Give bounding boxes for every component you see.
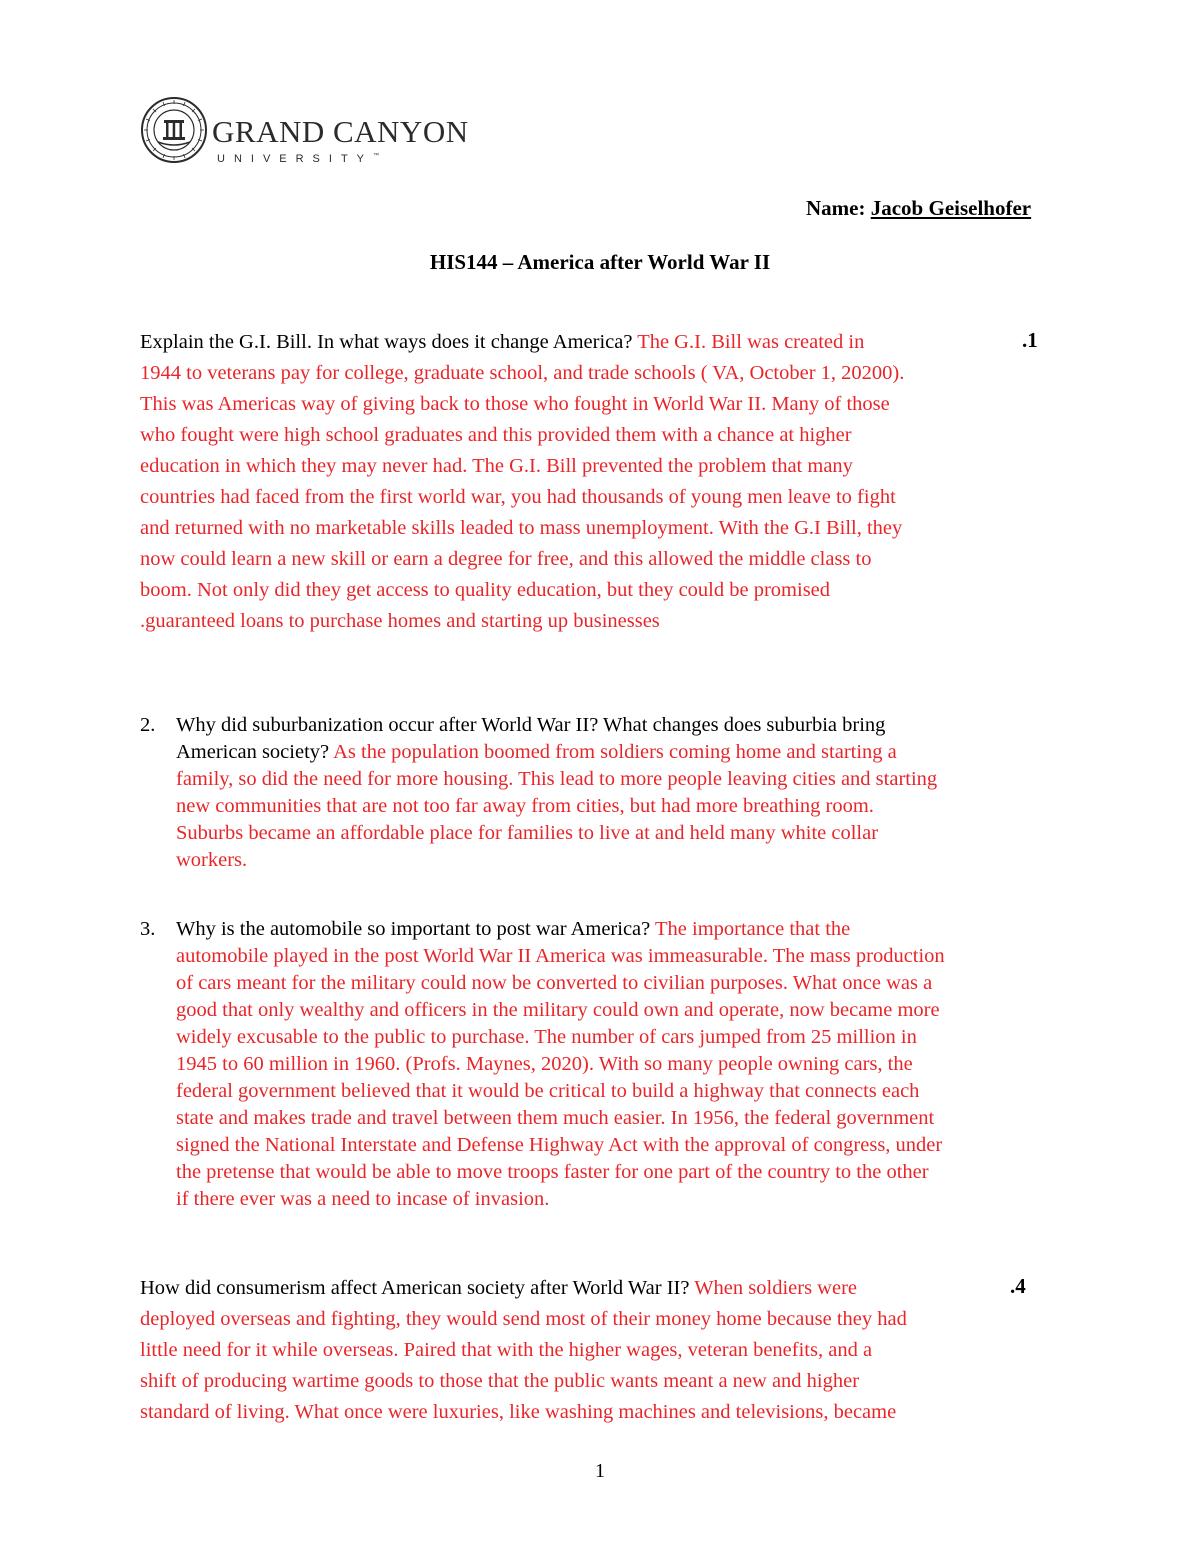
answer-3-body (176, 943, 945, 1213)
answer-4-line: standard of living. What once were luxuries, like washing machines and televisions, became (140, 1401, 897, 1423)
answer-2-body (176, 766, 937, 874)
answer-3-line: of cars meant for the military could now be converted to civilian purposes. What once was a (176, 972, 933, 994)
question-3-body (176, 916, 945, 1213)
university-logo (140, 96, 469, 172)
answer-2-line: family, so did the need for more housing. This lead to more people leaving cities and starting (176, 768, 938, 790)
answer-4-line: little need for it while overseas. Paired that with the higher wages, veteran benefits, and a (140, 1339, 873, 1361)
trademark-mark: ™ (373, 153, 380, 159)
question-2-number: 2. (140, 714, 156, 736)
answer-4-line: shift of producing wartime goods to those that the public wants meant a new and higher (140, 1370, 860, 1392)
question-2-body (176, 712, 937, 874)
question-1-first-line (140, 327, 1040, 358)
question-3-text: Why is the automobile so important to post war America? (176, 918, 655, 940)
answer-3-line: the pretense that would be able to move troops faster for one part of the country to the other (176, 1161, 929, 1183)
question-1 (140, 327, 1040, 637)
question-1-number: .1 (1022, 328, 1038, 352)
answer-2-line: new communities that are not too far away from cities, but had more breathing room. (176, 795, 874, 817)
answer-3-line: widely excusable to the public to purchase. The number of cars jumped from 25 million in (176, 1026, 917, 1048)
student-name: Jacob Geiselhofer (870, 196, 1032, 220)
answer-1-line: This was Americas way of giving back to those who fought in World War II. Many of those (140, 393, 890, 415)
question-3-first-line (176, 916, 945, 943)
question-4-number: .4 (1010, 1274, 1026, 1298)
logo-subtitle-text: UNIVERSITY (217, 153, 374, 165)
answer-3-line: signed the National Interstate and Defense Highway Act with the approval of congress, under (176, 1134, 943, 1156)
answer-1-line: education in which they may never had. The G.I. Bill prevented the problem that many (140, 455, 853, 477)
question-3-number: 3. (140, 918, 156, 940)
answer-3-line: if there ever was a need to incase of invasion. (176, 1188, 550, 1210)
answer-1-line: who fought were high school graduates and this provided them with a chance at higher (140, 424, 852, 446)
page-title: HIS144 – America after World War II (429, 250, 771, 274)
logo-subtitle (217, 153, 379, 165)
answer-2-start: As the population boomed from soldiers coming home and starting a (333, 741, 897, 763)
answer-2-line: workers. (176, 849, 248, 871)
answer-4-line: deployed overseas and fighting, they would send most of their money home because they had (140, 1308, 907, 1330)
answer-2-line: Suburbs became an affordable place for families to live at and held many white collar (176, 822, 879, 844)
answer-1-line: boom. Not only did they get access to quality education, but they could be promised (140, 579, 831, 601)
answer-1-start: The G.I. Bill was created in (637, 331, 865, 353)
question-4-first-line (140, 1273, 1040, 1304)
answer-3-line: good that only wealthy and officers in the military could own and operate, now became more (176, 999, 940, 1021)
answer-1-line: countries had faced from the first world war, you had thousands of young men leave to fight (140, 486, 896, 508)
question-2-text-end: American society? (176, 741, 334, 763)
page-number: 1 (595, 1460, 605, 1482)
answer-4-body (140, 1304, 1040, 1428)
name-label: Name: (806, 196, 866, 220)
answer-4-start: When soldiers were (694, 1277, 858, 1299)
student-name-line (806, 196, 1031, 221)
question-1-text: Explain the G.I. Bill. In what ways does it change America? (140, 331, 638, 353)
question-4-text: How did consumerism affect American society after World War II? (140, 1277, 695, 1299)
answer-1-line: now could learn a new skill or earn a degree for free, and this allowed the middle class to (140, 548, 872, 570)
answer-3-line: federal government believed that it would be critical to build a highway that connects each (176, 1080, 920, 1102)
logo-wordmark: GRAND CANYON (212, 114, 469, 149)
answer-3-line: state and makes trade and travel between them much easier. In 1956, the federal government (176, 1107, 935, 1129)
question-2-second-line (176, 739, 937, 766)
university-seal-icon (140, 96, 208, 164)
question-4 (140, 1273, 1040, 1428)
answer-1-line: and returned with no marketable skills leaded to mass unemployment. With the G.I Bill, they (140, 517, 903, 539)
answer-3-start: The importance that the (655, 918, 851, 940)
answer-1-body (140, 358, 1040, 637)
answer-3-line: automobile played in the post World War II America was immeasurable. The mass production (176, 945, 945, 967)
answer-1-line: .guaranteed loans to purchase homes and starting up businesses (140, 610, 660, 632)
answer-3-line: 1945 to 60 million in 1960. (Profs. Maynes, 2020). With so many people owning cars, the (176, 1053, 913, 1075)
question-2-text: Why did suburbanization occur after World War II? What changes does suburbia bring (176, 714, 886, 736)
answer-1-line: 1944 to veterans pay for college, graduate school, and trade schools ( VA, October 1, 20200). (140, 362, 905, 384)
